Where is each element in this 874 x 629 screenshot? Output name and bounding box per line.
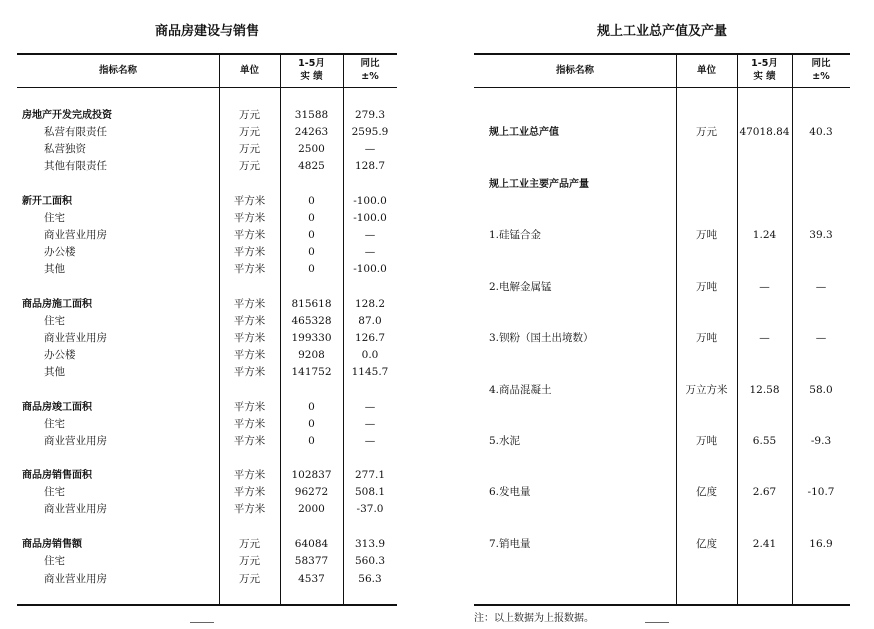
row-unit: 亿度 [696, 486, 717, 498]
row-unit: 平方米 [233, 469, 266, 481]
table-row [474, 279, 850, 296]
row-name: 私营独资 [44, 143, 86, 155]
row-unit: 平方米 [233, 298, 266, 310]
row-value: 141752 [291, 366, 332, 378]
page-cut-mark [190, 622, 214, 624]
row-value: 465328 [291, 315, 332, 327]
row-name: 1.硅锰合金 [489, 229, 542, 241]
table-row [17, 347, 397, 364]
footnote: 注：以上数据为上报数据。 [474, 613, 594, 624]
row-unit: 平方米 [233, 349, 266, 361]
row-unit: 平方米 [233, 503, 266, 515]
table-row [17, 227, 397, 244]
row-unit: 平方米 [233, 315, 266, 327]
row-name: 住宅 [44, 418, 65, 430]
row-unit: 平方米 [233, 435, 266, 447]
row-value: 47018.84 [739, 126, 790, 138]
row-unit: 万吨 [696, 229, 717, 241]
row-yoy-change: 40.3 [809, 126, 833, 138]
row-value: 4825 [298, 160, 325, 172]
row-name: 商业营业用房 [44, 573, 107, 585]
row-unit: 万元 [696, 126, 717, 138]
table-row [474, 433, 850, 450]
table-row [17, 536, 397, 553]
row-name: 商业营业用房 [44, 229, 107, 241]
row-yoy-change: 279.3 [354, 109, 386, 121]
row-yoy-change: -100.0 [353, 212, 387, 224]
table-row [474, 330, 850, 347]
table-row [17, 210, 397, 227]
row-name: 商品房竣工面积 [22, 402, 92, 413]
row-value: 0 [308, 435, 315, 447]
table-row [474, 227, 850, 244]
row-name: 住宅 [44, 555, 65, 567]
row-value: 0 [308, 401, 315, 413]
row-name: 规上工业总产值 [489, 127, 559, 138]
table-row [17, 141, 397, 158]
row-name: 办公楼 [44, 246, 76, 258]
row-name: 规上工业主要产品产量 [489, 179, 589, 190]
panel-title: 规上工业总产值及产量 [596, 24, 727, 39]
table-row [474, 176, 850, 193]
row-name: 商业营业用房 [44, 503, 107, 515]
row-name: 2.电解金属锰 [489, 281, 552, 293]
row-yoy-change: 39.3 [809, 229, 833, 241]
header-pct-line1: 同比 [811, 58, 831, 69]
row-name: 商业营业用房 [44, 435, 107, 447]
row-unit: 万元 [239, 573, 260, 585]
table-bottom-rule [474, 604, 850, 606]
table-row [17, 261, 397, 278]
row-value: 0 [308, 212, 315, 224]
row-name: 其他有限责任 [44, 160, 107, 172]
row-name: 办公楼 [44, 349, 76, 361]
table-row [474, 382, 850, 399]
row-value: 6.55 [752, 435, 777, 447]
row-value: — [759, 281, 770, 293]
row-name: 商品房销售面积 [22, 470, 92, 481]
row-unit: 平方米 [233, 229, 266, 241]
table-row [17, 553, 397, 570]
row-yoy-change: — [364, 401, 376, 413]
row-unit: 万吨 [696, 332, 717, 344]
table-row [17, 484, 397, 501]
header-value-line2: 实 绩 [753, 71, 776, 82]
row-unit: 平方米 [233, 263, 266, 275]
table-bottom-rule [17, 604, 397, 606]
row-unit: 平方米 [233, 366, 266, 378]
page-cut-mark [645, 622, 669, 624]
table-row [17, 571, 397, 588]
table-row [17, 158, 397, 175]
row-value: 58377 [294, 555, 329, 567]
row-value: 0 [308, 263, 315, 275]
table-header-rule [17, 87, 397, 88]
row-yoy-change: 508.1 [354, 486, 386, 498]
row-value: 2.67 [752, 486, 777, 498]
industrial-output-panel [474, 0, 850, 629]
table-row [474, 536, 850, 553]
row-yoy-change: 16.9 [809, 538, 833, 550]
row-yoy-change: — [364, 229, 376, 241]
table-row [17, 433, 397, 450]
row-value: 0 [308, 195, 315, 207]
row-name: 私营有限责任 [44, 126, 107, 138]
panel-title: 商品房建设与销售 [154, 24, 259, 39]
row-value: 815618 [291, 298, 332, 310]
table-row [17, 296, 397, 313]
row-yoy-change: -37.0 [356, 503, 384, 515]
row-yoy-change: 87.0 [358, 315, 382, 327]
table-row [17, 124, 397, 141]
row-yoy-change: 126.7 [354, 332, 386, 344]
header-value-line1: 1-5月 [751, 58, 778, 69]
row-name: 5.水泥 [489, 435, 521, 447]
table-row [17, 244, 397, 261]
row-name: 住宅 [44, 315, 65, 327]
row-unit: 平方米 [233, 418, 266, 430]
row-value: 0 [308, 246, 315, 258]
row-yoy-change: -10.7 [807, 486, 835, 498]
row-unit: 平方米 [233, 486, 266, 498]
row-value: 96272 [294, 486, 329, 498]
table-row [17, 313, 397, 330]
row-yoy-change: 1145.7 [351, 366, 389, 378]
header-unit: 单位 [696, 65, 716, 76]
row-yoy-change: — [364, 418, 376, 430]
row-value: 102837 [291, 469, 332, 481]
table-row [474, 484, 850, 501]
table-row [17, 416, 397, 433]
table-row [17, 467, 397, 484]
row-yoy-change: 58.0 [809, 384, 833, 396]
row-unit: 平方米 [233, 212, 266, 224]
row-value: 24263 [294, 126, 329, 138]
row-name: 3.钡粉（国土出境数） [489, 332, 594, 344]
row-value: 64084 [294, 538, 329, 550]
row-yoy-change: 2595.9 [351, 126, 389, 138]
row-value: 4537 [298, 573, 325, 585]
row-unit: 万吨 [696, 435, 717, 447]
row-unit: 亿度 [696, 538, 717, 550]
row-yoy-change: 313.9 [354, 538, 386, 550]
row-unit: 万元 [239, 160, 260, 172]
row-yoy-change: 277.1 [354, 469, 386, 481]
table-row [17, 193, 397, 210]
row-unit: 万元 [239, 109, 260, 121]
table-header-rule [474, 87, 850, 88]
row-yoy-change: — [364, 143, 376, 155]
row-unit: 万元 [239, 555, 260, 567]
row-yoy-change: 56.3 [358, 573, 382, 585]
row-yoy-change: -100.0 [353, 263, 387, 275]
row-value: 0 [308, 418, 315, 430]
row-value: 2500 [298, 143, 325, 155]
row-yoy-change: 0.0 [361, 349, 379, 361]
header-unit: 单位 [239, 65, 259, 76]
row-name: 商品房销售额 [22, 539, 82, 550]
row-name: 新开工面积 [22, 196, 72, 207]
row-name: 住宅 [44, 212, 65, 224]
row-value: 12.58 [749, 384, 780, 396]
row-value: 199330 [291, 332, 332, 344]
header-value-line1: 1-5月 [298, 58, 325, 69]
header-pct-line1: 同比 [360, 58, 380, 69]
row-unit: 平方米 [233, 401, 266, 413]
row-name: 6.发电量 [489, 486, 531, 498]
row-name: 7.销电量 [489, 538, 531, 550]
header-pct-line2: ±% [812, 71, 830, 82]
table-row [17, 501, 397, 518]
row-unit: 万元 [239, 143, 260, 155]
row-yoy-change: -9.3 [810, 435, 832, 447]
row-unit: 平方米 [233, 332, 266, 344]
header-pct-line2: ±% [361, 71, 379, 82]
header-name: 指标名称 [555, 65, 594, 76]
row-yoy-change: — [364, 246, 376, 258]
table-row [17, 107, 397, 124]
table-row [17, 399, 397, 416]
table-row [17, 330, 397, 347]
row-yoy-change: 128.7 [354, 160, 386, 172]
row-name: 4.商品混凝土 [489, 384, 552, 396]
row-yoy-change: -100.0 [353, 195, 387, 207]
row-name: 其他 [44, 263, 65, 275]
row-value: 0 [308, 229, 315, 241]
row-yoy-change: — [815, 332, 827, 344]
row-name: 房地产开发完成投资 [22, 110, 112, 121]
row-unit: 平方米 [233, 246, 266, 258]
row-name: 商业营业用房 [44, 332, 107, 344]
header-name: 指标名称 [98, 65, 137, 76]
row-value: 31588 [294, 109, 329, 121]
row-yoy-change: 560.3 [354, 555, 386, 567]
row-yoy-change: — [815, 281, 827, 293]
row-unit: 万立方米 [685, 384, 728, 396]
table-row [474, 124, 850, 141]
row-value: 9208 [298, 349, 325, 361]
row-unit: 平方米 [233, 195, 266, 207]
row-value: 2.41 [752, 538, 777, 550]
row-name: 住宅 [44, 486, 65, 498]
row-unit: 万元 [239, 126, 260, 138]
row-unit: 万吨 [696, 281, 717, 293]
row-yoy-change: — [364, 435, 376, 447]
row-name: 其他 [44, 366, 65, 378]
table-top-rule [474, 53, 850, 55]
table-row [17, 364, 397, 381]
row-yoy-change: 128.2 [354, 298, 386, 310]
row-name: 商品房施工面积 [22, 299, 92, 310]
construction-sales-panel [17, 0, 397, 629]
table-top-rule [17, 53, 397, 55]
row-value: 2000 [298, 503, 325, 515]
row-value: — [759, 332, 770, 344]
row-value: 1.24 [752, 229, 777, 241]
header-value-line2: 实 绩 [300, 71, 323, 82]
row-unit: 万元 [239, 538, 260, 550]
